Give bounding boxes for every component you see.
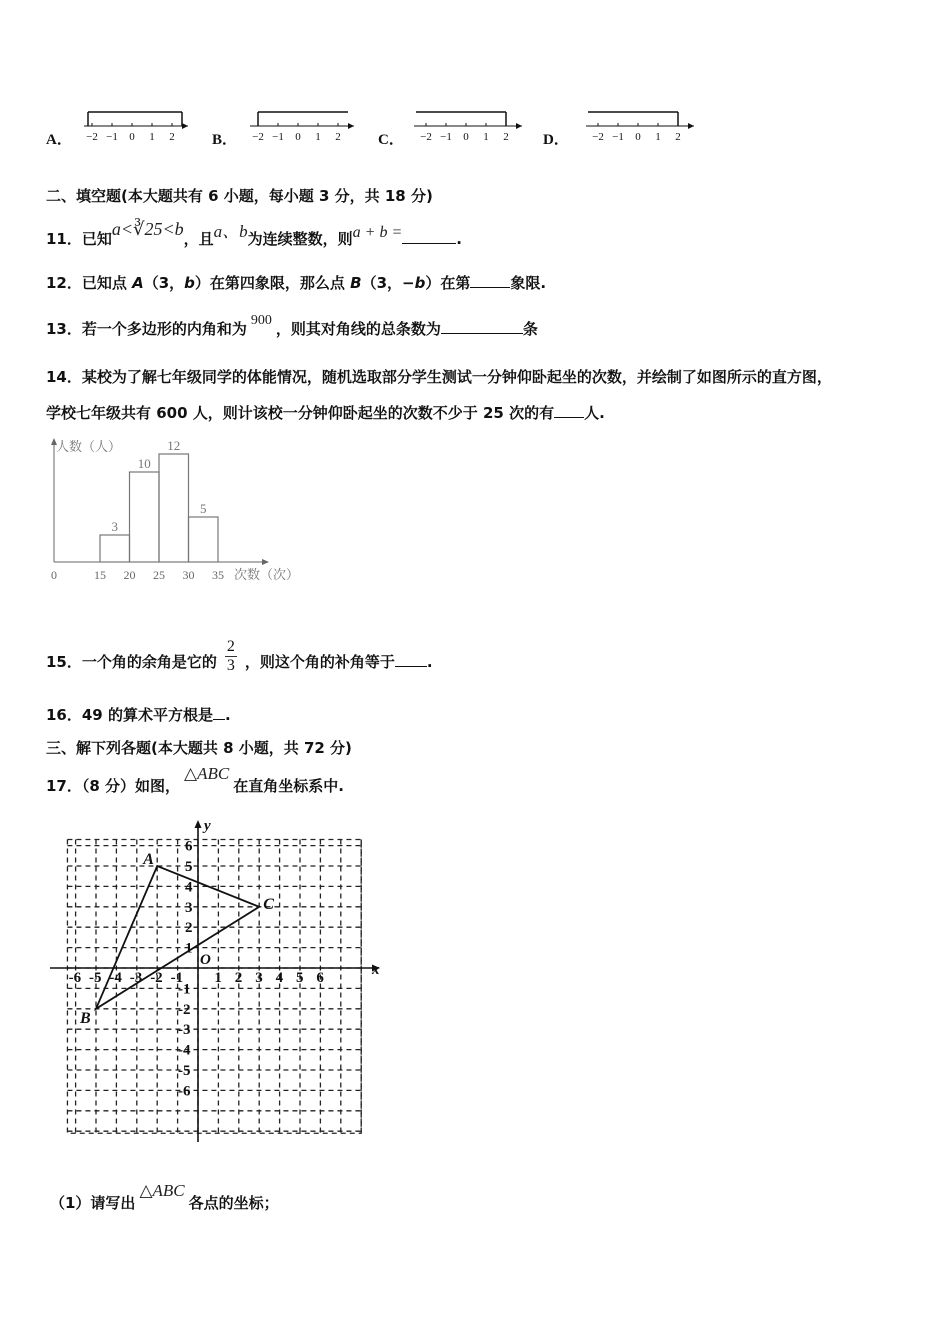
q11-text-c: 为连续整数，则 (247, 230, 353, 248)
q14-answer-blank[interactable] (554, 403, 584, 418)
x-tick-label: -4 (109, 970, 122, 986)
q12-point-b: B (350, 274, 362, 292)
section2-title: 二、填空题(本大题共有 6 小题，每小题 3 分，共 18 分) (46, 187, 433, 205)
x-tick-label: 1 (214, 970, 222, 986)
x-tick-label: -6 (68, 970, 82, 986)
tick: 2 (335, 131, 341, 143)
option-a-number-line (80, 102, 200, 146)
q15-text-b: ，则这个角的补角等于 (244, 653, 395, 671)
option-c-number-line (410, 102, 530, 146)
histogram-bar-label: 3 (111, 519, 118, 534)
grid-border (67, 839, 361, 1133)
vertex-label-c: C (263, 895, 274, 913)
y-tick-label: 4 (185, 879, 193, 896)
q13-degree: 900 (250, 313, 272, 328)
x-tick-label: 5 (296, 970, 304, 986)
tick: −1 (440, 131, 452, 143)
y-tick-label: -6 (178, 1083, 191, 1100)
x-tick-label: 15 (94, 568, 106, 582)
q11-text-a: 11．已知 (46, 230, 112, 248)
q15-fraction (225, 638, 237, 675)
q12-var-b: b (184, 274, 195, 292)
x-axis-label: x (372, 962, 380, 978)
q15-denominator: 3 (226, 657, 235, 674)
q15-answer-blank[interactable] (395, 652, 427, 667)
section3-title: 三、解下列各题(本大题共 8 小题，共 72 分) (46, 739, 352, 757)
q13-answer-blank[interactable] (441, 319, 523, 334)
q17-1-text-a: （1）请写出 (50, 1194, 136, 1212)
q13-text-b: ，则其对角线的总条数为 (275, 320, 441, 338)
option-b-label[interactable]: B． (212, 132, 238, 148)
histogram-bar (130, 472, 160, 562)
q16-text-a: 16．49 的算术平方根是 (46, 706, 213, 724)
tick: 1 (315, 131, 321, 143)
histogram-bar-label: 5 (200, 501, 207, 516)
y-axis-arrow (195, 820, 202, 828)
q12-text-b: （3， (143, 274, 185, 292)
question-14-line2 (46, 402, 605, 423)
q12-point-a: A (132, 274, 144, 292)
y-axis-label: 人数（人） (56, 439, 122, 454)
option-d-label[interactable]: D． (543, 132, 569, 148)
q12-answer-blank[interactable] (470, 273, 510, 288)
x-tick-label: 20 (123, 568, 136, 582)
q16-end: . (224, 706, 231, 724)
x-tick-label: 2 (234, 970, 243, 986)
y-tick-label: 6 (185, 838, 193, 855)
y-tick-label: -3 (178, 1022, 191, 1039)
q11-end: . (456, 230, 462, 248)
histogram-bar-label: 12 (167, 438, 181, 453)
tick: −2 (420, 131, 432, 143)
vertex-label-b: B (80, 1009, 91, 1027)
q12-text-d: （3，− (361, 274, 415, 292)
y-tick-label: 2 (185, 920, 193, 937)
y-tick-label: -2 (178, 1001, 191, 1018)
y-tick-label: 5 (185, 859, 193, 875)
question-11 (46, 219, 462, 249)
option-d-number-line (582, 102, 702, 146)
tick: 1 (655, 131, 661, 143)
q16-answer-blank[interactable] (213, 705, 225, 720)
q17-triangle: △ABC (184, 764, 230, 783)
question-12 (46, 272, 546, 293)
x-tick-label: 4 (275, 970, 284, 986)
q17-text-b: 在直角坐标系中. (233, 777, 344, 795)
q14-text-a: 学校七年级共有 600 人，则计该校一分钟仰卧起坐的次数不少于 25 次的有 (46, 404, 555, 422)
x-tick-label: 30 (182, 568, 195, 582)
tick: 2 (675, 131, 681, 143)
q12-var-b2: b (414, 274, 426, 292)
y-tick-label: 1 (185, 940, 193, 957)
q14-text-b: 人. (584, 404, 605, 422)
x-tick-label: 25 (153, 568, 165, 582)
question-15 (46, 638, 433, 681)
tick: −2 (86, 131, 98, 143)
y-tick-label: -4 (178, 1042, 191, 1059)
histogram-bar (189, 517, 219, 562)
vertex-label-a: A (143, 851, 154, 868)
histogram-chart (40, 434, 320, 594)
q12-text-f: 象限. (510, 274, 547, 292)
x-axis-arrow (262, 559, 269, 565)
x-tick-label: 0 (51, 568, 57, 582)
question-16 (46, 704, 231, 725)
q12-text-c: ）在第四象限，那么点 (194, 274, 351, 292)
x-tick-label: 3 (255, 970, 263, 986)
x-tick-label: 6 (316, 970, 324, 986)
q12-text-e: ）在第 (425, 274, 471, 292)
tick: 0 (463, 131, 469, 143)
option-a-label[interactable]: A． (46, 132, 72, 148)
histogram-bar (159, 454, 189, 562)
q11-inequality: a<∛25<b (111, 219, 184, 239)
q11-expr: a + b = (352, 224, 403, 241)
question-14-line1: 14．某校为了解七年级同学的体能情况，随机选取部分学生测试一分钟仰卧起坐的次数，并绘制了如图所示的直方图， (46, 368, 832, 386)
q17-text-a: 17．（8 分）如图， (46, 777, 181, 795)
tick: 1 (483, 131, 489, 143)
x-tick-label: -3 (129, 970, 143, 986)
y-tick-label: 3 (185, 899, 193, 916)
q12-text-a: 12．已知点 (46, 274, 133, 292)
q11-answer-blank[interactable] (402, 229, 456, 244)
q13-text-c: 条 (522, 320, 538, 338)
coordinate-grid-figure (44, 816, 394, 1146)
origin-label: O (200, 952, 211, 968)
option-c-label[interactable]: C． (378, 132, 404, 148)
y-tick-label: -5 (178, 1063, 191, 1079)
tick: 0 (295, 131, 301, 143)
tick: 1 (149, 131, 155, 143)
q17-1-triangle: △ABC (139, 1181, 185, 1200)
q13-text-a: 13．若一个多边形的内角和为 (46, 320, 247, 338)
x-tick-label: -5 (89, 970, 102, 986)
x-tick-label: 35 (212, 568, 224, 582)
q11-text-b: ，且 (183, 230, 214, 248)
tick: 0 (129, 131, 135, 143)
histogram-bar-label: 10 (137, 456, 151, 471)
tick: −1 (612, 131, 624, 143)
y-tick-label: -1 (178, 981, 191, 998)
tick: 0 (635, 131, 641, 143)
tick: −2 (592, 131, 604, 143)
tick: 2 (503, 131, 509, 143)
tick: 2 (169, 131, 175, 143)
q15-text-a: 15．一个角的余角是它的 (46, 653, 217, 671)
tick: −1 (272, 131, 284, 143)
histogram-bar (100, 535, 130, 562)
q17-1-text-b: 各点的坐标； (188, 1194, 279, 1212)
option-b-number-line (246, 102, 366, 146)
x-tick-label: -1 (170, 970, 184, 986)
tick: −1 (106, 131, 118, 143)
q15-numerator: 2 (226, 638, 235, 655)
question-13 (46, 313, 538, 339)
question-17-part-1 (50, 1181, 279, 1213)
tick: −2 (252, 131, 264, 143)
x-axis-label: 次数（次） (234, 567, 300, 582)
y-axis-label: y (204, 818, 211, 834)
question-17 (46, 764, 344, 796)
x-tick-label: -2 (150, 970, 163, 986)
q15-end: . (426, 653, 433, 671)
q11-ab: a、b (213, 222, 248, 241)
